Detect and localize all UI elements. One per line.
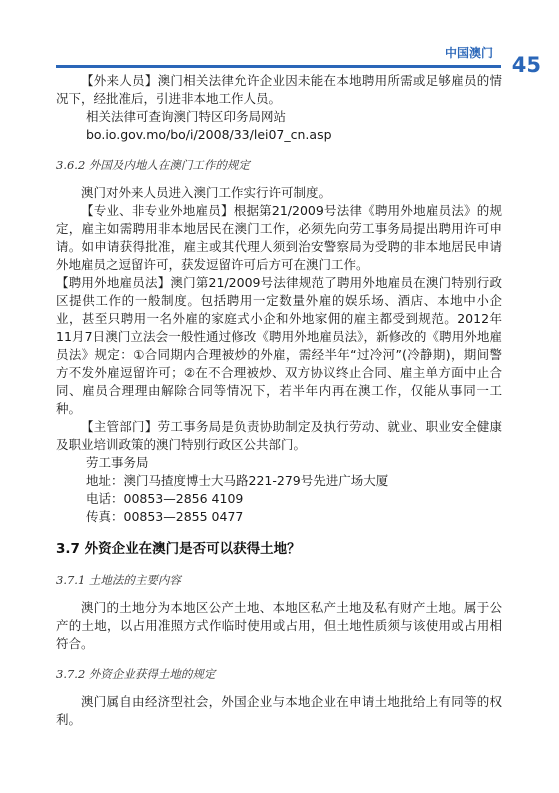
contact-phone: 电话：00853—2856 4109 [86,491,244,506]
law-reference-text: 相关法律可查询澳门特区印务局网站 [86,109,287,124]
contact-address: 地址：澳门马揸度博士大马路221-279号先进广场大厦 [86,473,389,488]
paragraph-authority: 【主管部门】劳工事务局是负责协助制定及执行劳动、就业、职业安全健康及职业培训政策的澳门特别行政区公共部门。 [56,419,502,452]
section-heading-3-7: 3.7 外资企业在澳门是否可以获得土地？ [56,541,301,557]
paragraph-permit-system: 澳门对外来人员进入澳门工作实行许可制度。 [81,185,332,200]
contact-fax: 传真：00853—2855 0477 [86,509,244,524]
page-number: 45 [511,53,541,77]
paragraph-land-rights: 澳门属自由经济型社会，外国企业与本地企业在申请土地批给上有同等的权利。 [56,694,502,727]
contact-org-name: 劳工事务局 [86,455,149,470]
subsection-heading-3-7-2: 3.7.2 外资企业获得土地的规定 [56,667,216,681]
header-title: 中国澳门 [444,46,493,60]
law-reference-url: bo.io.gov.mo/bo/i/2008/33/lei07_cn.asp [86,127,332,142]
subsection-heading-3-6-2: 3.6.2 外国及内地人在澳门工作的规定 [56,158,250,172]
paragraph-employees: 【专业、非专业外地雇员】根据第21/2009号法律《聘用外地雇员法》的规定，雇主如需聘用非本地居民在澳门工作，必须先向劳工事务局提出聘用许可申请。如申请获得批准，雇主或其代理人须到治安警察局为受聘的非本地居民申请外地雇员之逗留许可，获发逗留许可后方可在澳门工作。 [56,203,502,272]
paragraph-employment-law: 【聘用外地雇员法】澳门第21/2009号法律规范了聘用外地雇员在澳门特别行政区提供工作的一般制度。包括聘用一定数量外雇的娱乐场、酒店、本地中小企业，甚至只聘用一名外雇的家庭式小企和外地家佣的雇主都受到规范。2012年11月7日澳门立法会一般性通过修改《聘用外地雇员法》，新修改的《聘用外地雇员法》规定：①合同期内合理被炒的外雇，需经半年“过冷河”(冷静期)，期间警方不发外雇逗留许可；②在不合理被炒、双方协议终止合同、雇主单方面中止合同、雇员合理理由解除合同等情况下，若半年内再在澳工作，仅能从事同一工种。 [56,275,502,416]
paragraph-land-law: 澳门的土地分为本地区公产土地、本地区私产土地及私有财产土地。属于公产的土地，以占用准照方式作临时使用或占用，但土地性质须与该使用或占用相符合。 [56,600,502,651]
subsection-heading-3-7-1: 3.7.1 土地法的主要内容 [56,573,181,587]
page-content [56,72,502,729]
paragraph-foreign-personnel: 【外来人员】澳门相关法律允许企业因未能在本地聘用所需或足够雇员的情况下，经批准后，引进非本地工作人员。 [56,73,502,106]
header-rule [56,65,501,68]
